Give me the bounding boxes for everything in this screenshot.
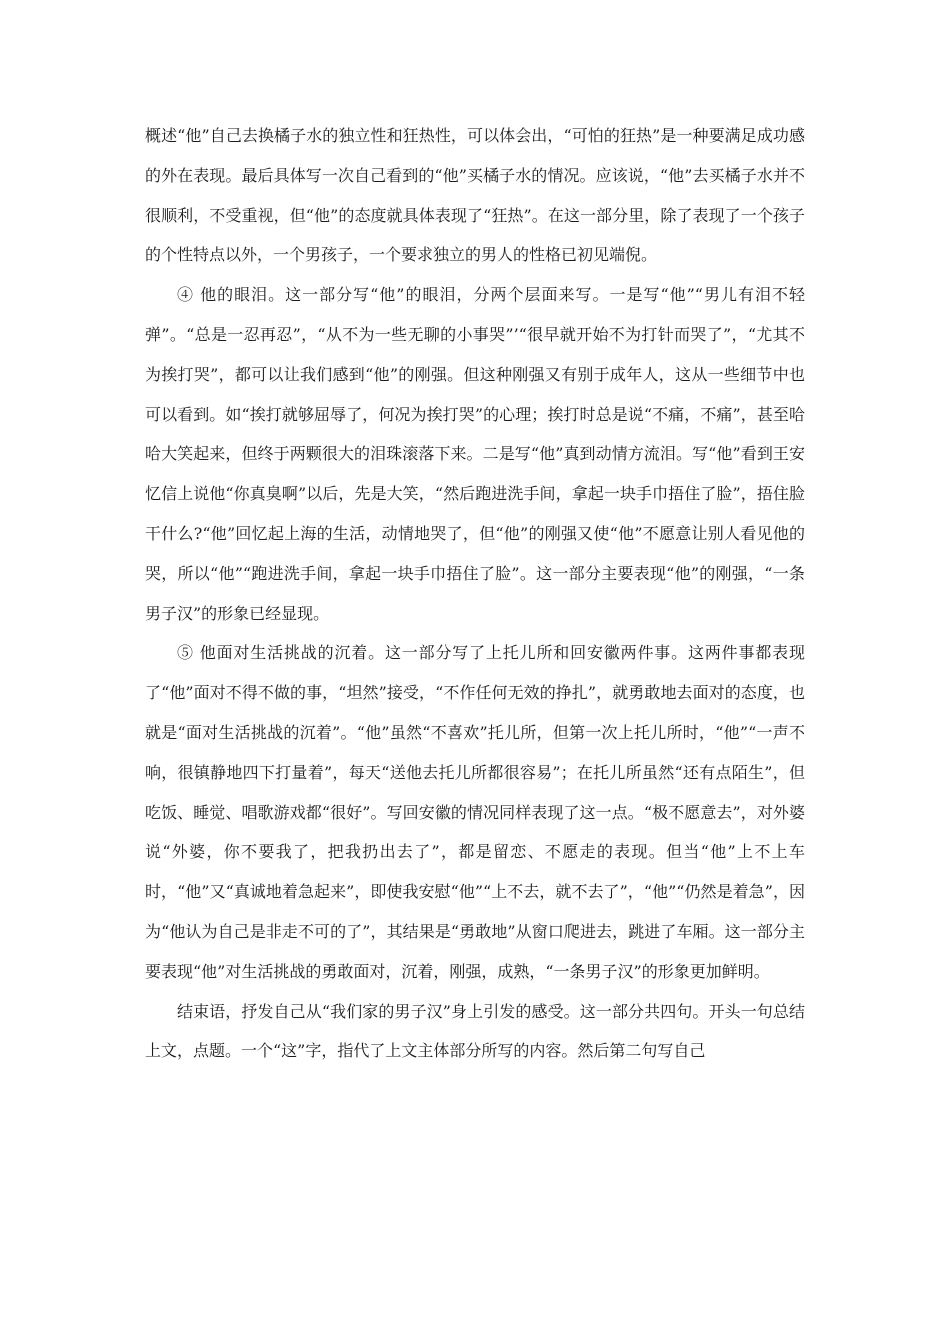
paragraph-conclusion: 结束语，抒发自己从“我们家的男子汉”身上引发的感受。这一部分共四句。开头一句总结上文，点题。一个“这”字，指代了上文主体部分所写的内容。然后第二句写自己: [145, 1001, 805, 1061]
paragraph-orange-juice: 概述“他”自己去换橘子水的独立性和狂热性，可以体会出，“可怕的狂热”是一种要满足成功感的外在表现。最后具体写一次自己看到的“他”买橘子水的情况。应该说，“他”去买橘子水并不很顺利，不受重视，但“他”的态度就具体表现了“狂热”。在这一部分里，除了表现了一个孩子的个性特点以外，一个男孩子，一个要求独立的男人的性格已初见端倪。: [145, 126, 805, 265]
document-page: [145, 116, 805, 1071]
paragraph-facing-challenges: ⑤ 他面对生活挑战的沉着。这一部分写了上托儿所和回安徽两件事。这两件事都表现了“他”面对不得不做的事，“坦然”接受，“不作任何无效的挣扎”，就勇敢地去面对的态度，也就是“面对生活挑战的沉着”。“他”虽然“不喜欢”托儿所，但第一次上托儿所时，“他”“一声不响，很镇静地四下打量着”，每天“送他去托儿所都很容易”；在托儿所虽然“还有点陌生”，但吃饭、睡觉、唱歌游戏都“很好”。写回安徽的情况同样表现了这一点。“极不愿意去”，对外婆说“外婆，你不要我了，把我扔出去了”，都是留恋、不愿走的表现。但当“他”上不上车时，“他”又“真诚地着急起来”，即使我安慰“他”“上不去，就不去了”，“他”“仍然是着急”，因为“他认为自己是非走不可的了”，其结果是“勇敢地”从窗口爬进去，跳进了车厢。这一部分主要表现“他”对生活挑战的勇敢面对，沉着，刚强，成熟，“一条男子汉”的形象更加鲜明。: [145, 643, 805, 981]
paragraph-his-tears: ④ 他的眼泪。这一部分写“他”的眼泪，分两个层面来写。一是写“他”“男儿有泪不轻弹”。“总是一忍再忍”，“从不为一些无聊的小事哭”’“很早就开始不为打针而哭了”，“尤其不为挨打哭”，都可以让我们感到“他”的刚强。但这种刚强又有别于成年人，这从一些细节中也可以看到。如“挨打就够屈辱了，何况为挨打哭”的心理；挨打时总是说“不痛，不痛”，甚至哈哈大笑起来，但终于两颗很大的泪珠滚落下来。二是写“他”真到动情方流泪。写“他”看到王安忆信上说他“你真臭啊”以后，先是大笑，“然后跑进洗手间，拿起一块手巾捂住了脸”，捂住脸干什么?“他”回忆起上海的生活，动情地哭了，但“他”的刚强又使“他”不愿意让别人看见他的哭，所以“他”“跑进洗手间，拿起一块手巾捂住了脸”。这一部分主要表现“他”的刚强，“一条男子汉”的形象已经显现。: [145, 285, 805, 623]
